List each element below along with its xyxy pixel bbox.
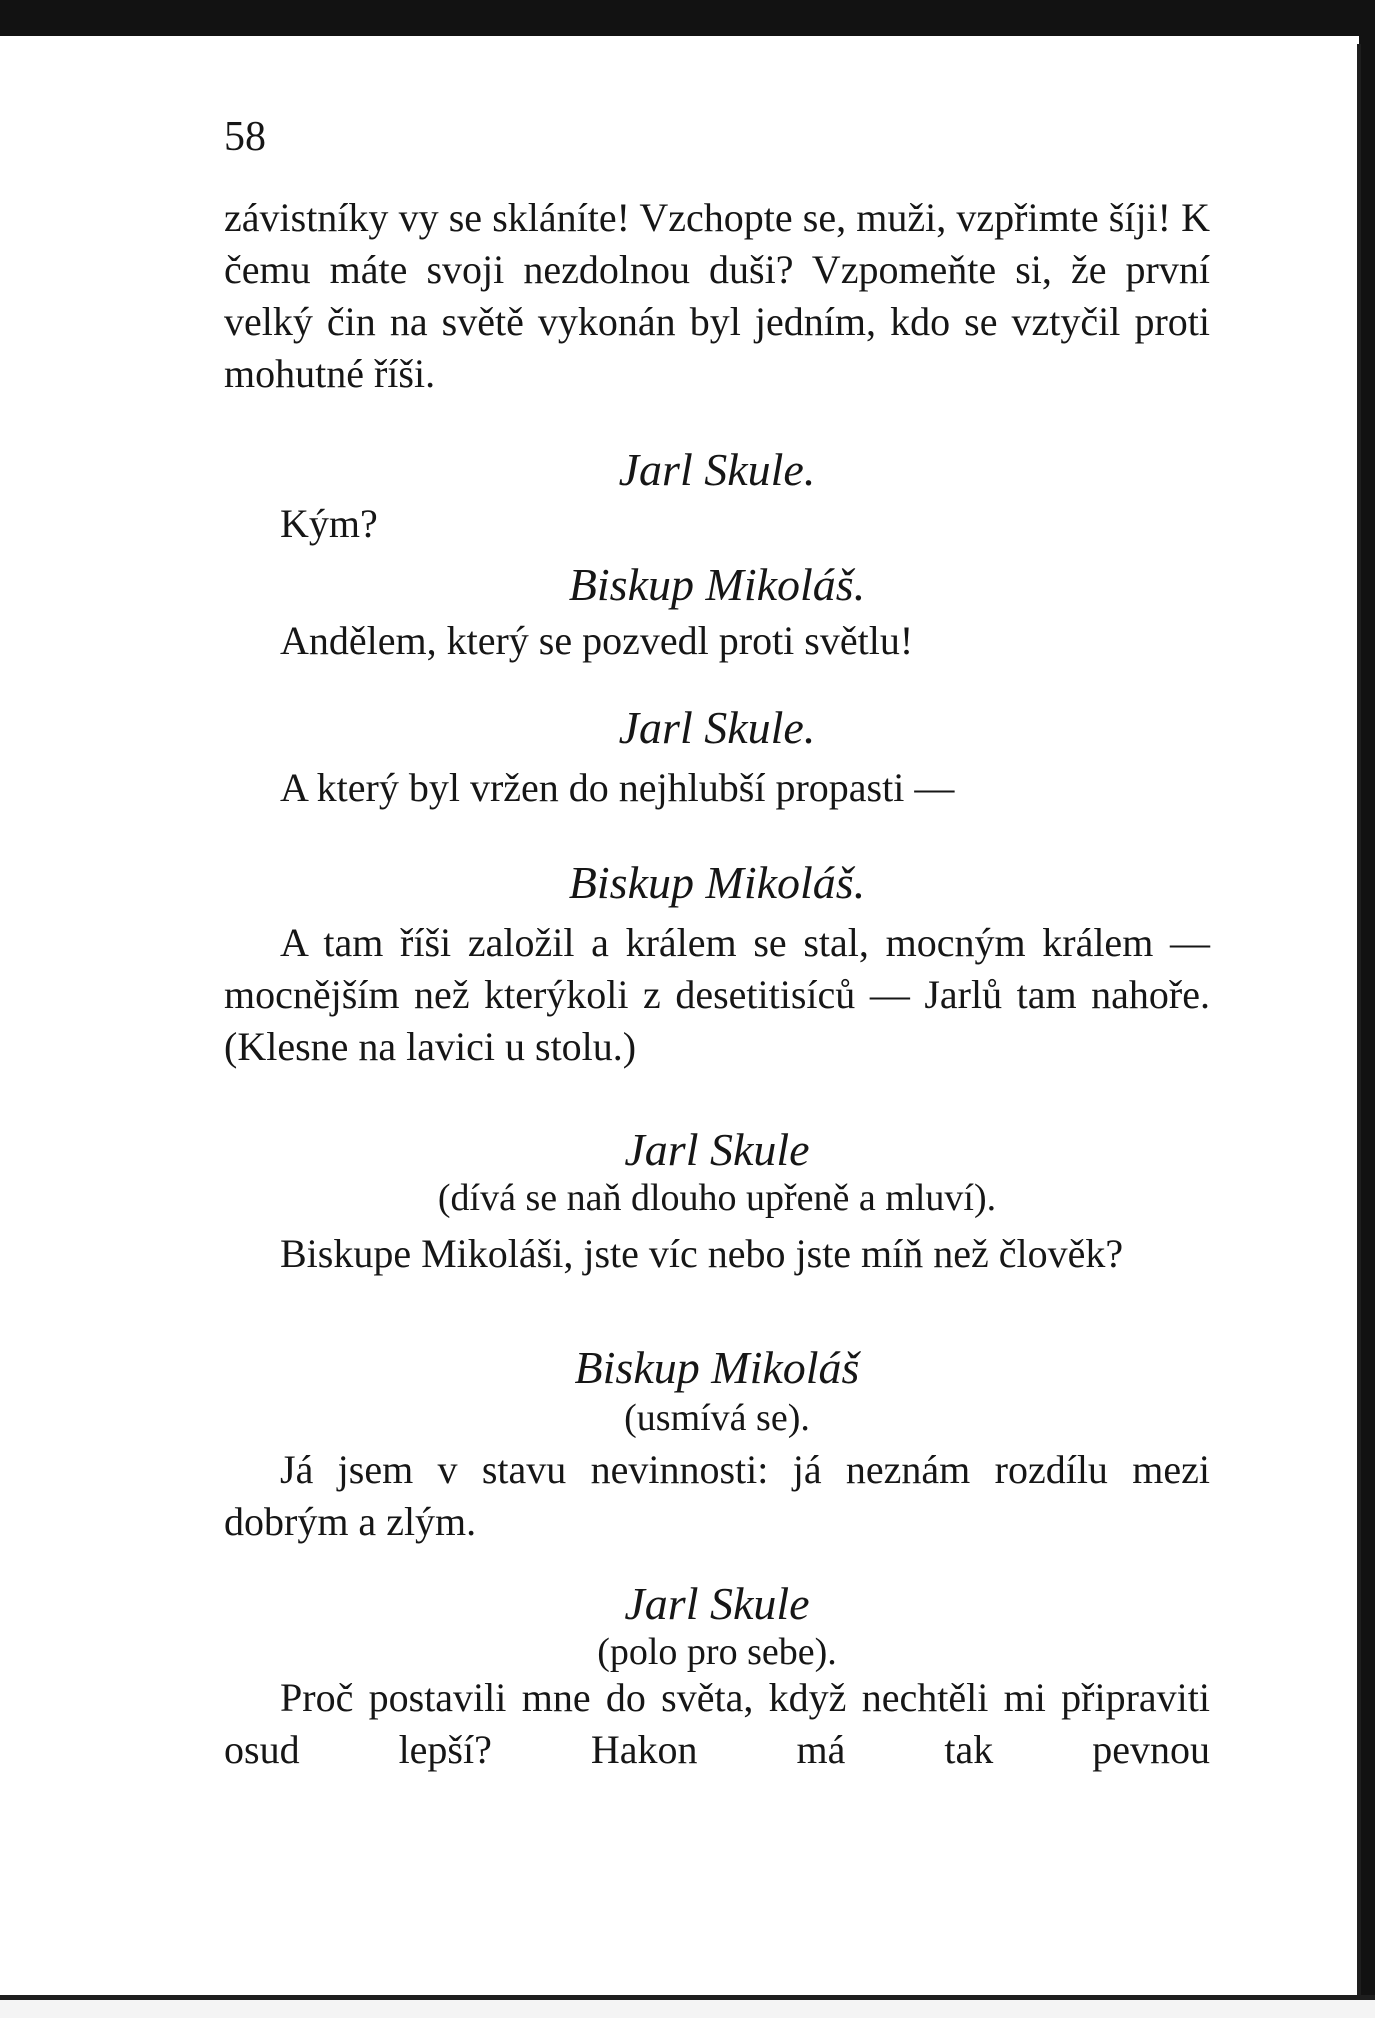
page-number: 58 xyxy=(224,114,266,160)
stage-direction-3: (polo pro sebe). xyxy=(597,1631,837,1673)
speaker-biskup-mikolas-2: Biskup Mikoláš. xyxy=(568,857,866,908)
dialogue-line-1: Kým? xyxy=(280,501,378,546)
paragraph-3: Biskupe Mikoláši, jste víc nebo jste míň než člověk? xyxy=(280,1231,1124,1276)
stage-direction-2: (usmívá se). xyxy=(624,1397,810,1439)
speaker-jarl-skule-4: Jarl Skule xyxy=(624,1578,810,1629)
speaker-jarl-skule-2: Jarl Skule. xyxy=(618,702,816,753)
dialogue-line-3: A který byl vržen do nejhlubší propasti — xyxy=(280,765,955,810)
stage-direction-1: (dívá se naň dlouho upřeně a mluví). xyxy=(437,1177,997,1219)
dialogue-line-2: Andělem, který se pozvedl proti světlu! xyxy=(280,618,914,663)
speaker-jarl-skule-3: Jarl Skule xyxy=(624,1124,810,1175)
speaker-biskup-mikolas-1: Biskup Mikoláš. xyxy=(568,559,866,610)
paragraph-5: Proč postavili mne do světa, když nechtěli mi připraviti osud lepší? Hakon má tak pevnou xyxy=(224,1675,1210,1772)
paragraph-4: Já jsem v stavu nevinnosti: já neznám rozdílu mezi dobrým a zlým. xyxy=(224,1447,1210,1544)
paragraph-2: A tam říši založil a králem se stal, mocným králem — mocnějším než kterýkoli z desetitisíců — Jarlů tam nahoře. (Klesne na lavici u stolu.) xyxy=(224,920,1210,1069)
paragraph-1: závistníky vy se skláníte! Vzchopte se, muži, vzpřimte šíji! K čemu máte svoji nezdolnou duši? Vzpomeňte si, že první velký čin na světě vykonán byl jedním, kdo se vztyčil proti mohutné říši. xyxy=(224,195,1210,396)
speaker-biskup-mikolas-3: Biskup Mikoláš xyxy=(574,1342,860,1393)
speaker-jarl-skule-1: Jarl Skule. xyxy=(618,444,816,495)
